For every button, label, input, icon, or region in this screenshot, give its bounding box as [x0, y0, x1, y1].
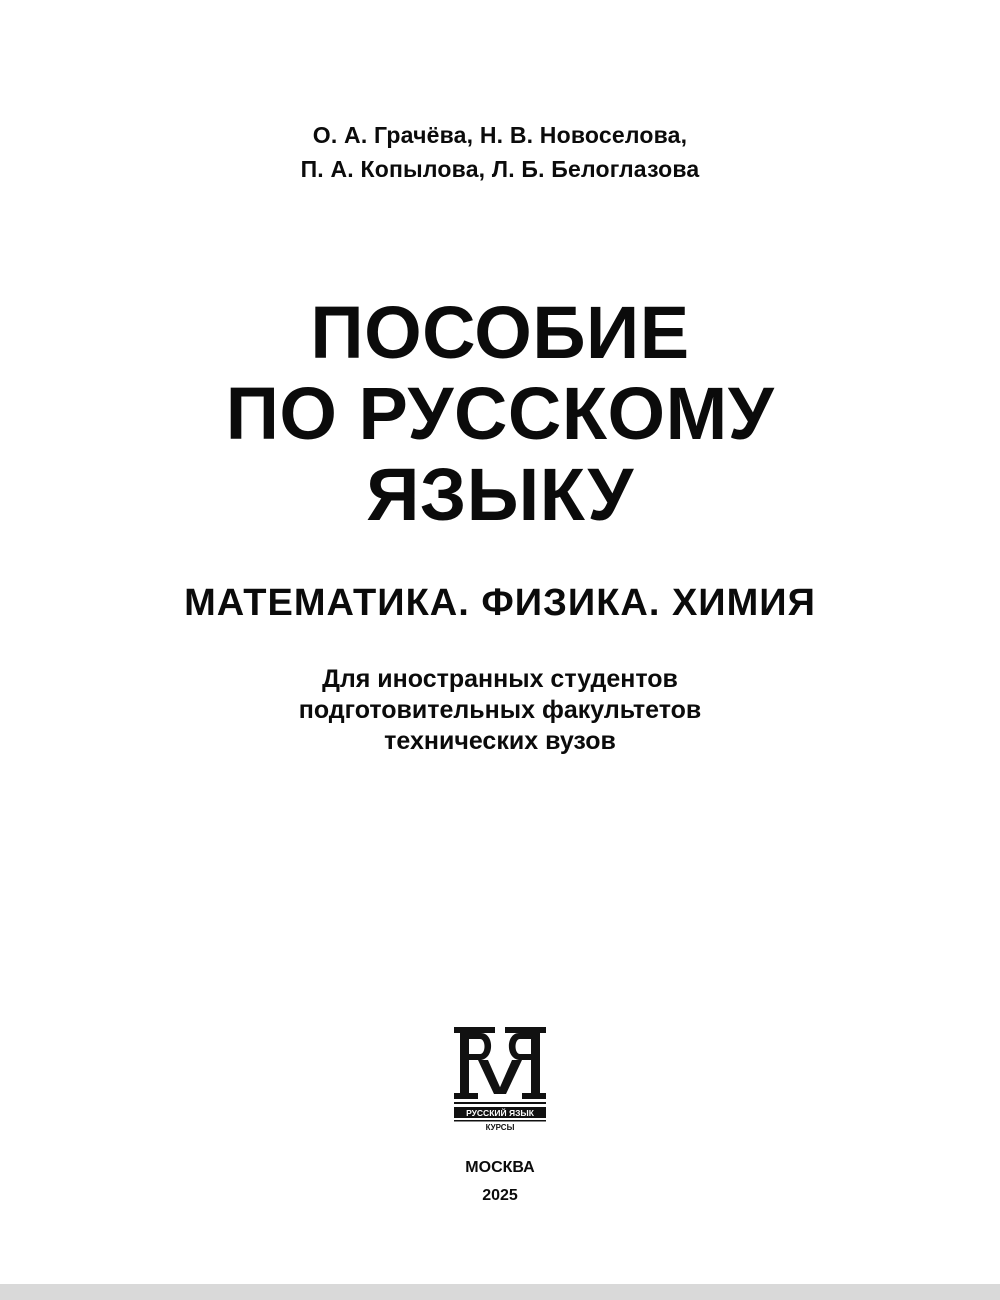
- publisher-logo-icon: [451, 1024, 549, 1136]
- bottom-scroll-edge: [0, 1284, 1000, 1300]
- audience-line-3: технических вузов: [384, 727, 616, 755]
- authors-block: [0, 118, 1000, 186]
- book-title-line-2: ПО РУССКОМУ: [225, 372, 775, 455]
- audience-note: [0, 664, 1000, 757]
- authors-line-1: О. А. Грачёва, Н. В. Новоселова,: [312, 122, 688, 148]
- book-title: [0, 292, 1000, 535]
- imprint-year: 2025: [482, 1187, 518, 1204]
- logo-sub-text: КУРСЫ: [485, 1123, 515, 1132]
- authors-line-2: П. А. Копылова, Л. Б. Белоглазова: [300, 156, 700, 182]
- audience-line-1: Для иностранных студентов: [322, 665, 678, 693]
- book-title-line-1: ПОСОБИЕ: [310, 291, 690, 374]
- audience-line-2: подготовительных факультетов: [298, 696, 702, 724]
- book-title-line-3: ЯЗЫКУ: [366, 453, 634, 536]
- book-subtitle: МАТЕМАТИКА. ФИЗИКА. ХИМИЯ: [184, 582, 816, 624]
- logo-band-text: РУССКИЙ ЯЗЫК: [466, 1108, 534, 1118]
- publisher-logo: [451, 1024, 549, 1136]
- imprint-city: МОСКВА: [465, 1159, 535, 1176]
